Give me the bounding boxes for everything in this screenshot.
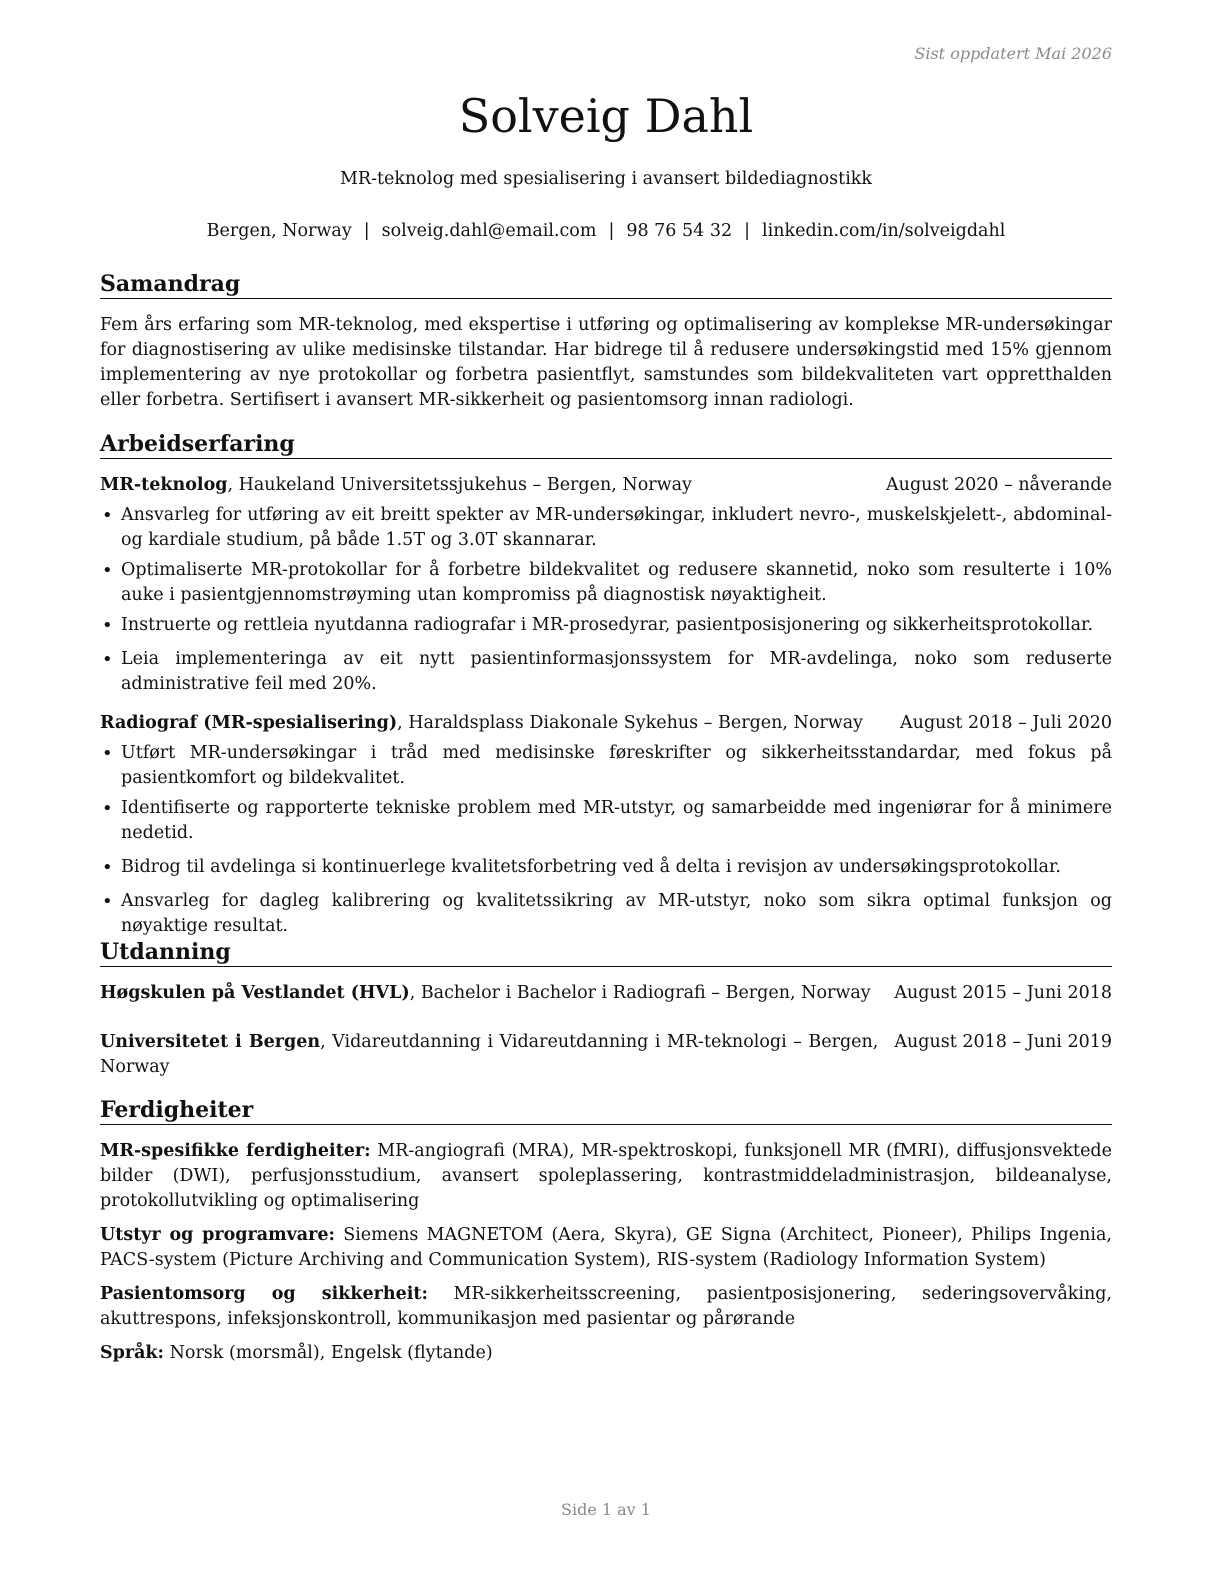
education-detail: , Vidareutdanning i Vidareutdanning i MR-teknologi – Bergen, Norway	[100, 1032, 879, 1077]
skill-text: MR-sikkerheitsscreening, pasientposisjonering, sederingsovervåking, akuttrespons, infeksjonskontroll, kommunikasjon med pasientar og pårørande	[100, 1284, 1112, 1329]
education-school: Universitetet i Bergen	[100, 1032, 321, 1052]
job-header	[100, 473, 1112, 498]
resume-page	[100, 0, 1112, 1584]
job-entry	[100, 473, 1112, 697]
tagline: MR-teknolog med spesialisering i avansert bildediagnostikk	[340, 169, 872, 189]
skill-text: Norsk (morsmål), Engelsk (flytande)	[164, 1343, 493, 1363]
job-bullet: • Bidrog til avdelinga si kontinuerlege kvalitetsforbetring ved å delta i revisjon av undersøkingsprotokollar.	[100, 855, 1112, 880]
job-employer: , Haraldsplass Diakonale Sykehus – Bergen, Norway	[397, 713, 864, 733]
contact-separator: |	[363, 221, 370, 241]
job-bullet: • Identifiserte og rapporterte tekniske problem med MR-utstyr, og samarbeidde med ingeniørar for å minimere nedetid.	[100, 796, 1112, 846]
education-line	[100, 981, 894, 1006]
job-bullets	[100, 503, 1112, 697]
job-title-line	[100, 711, 900, 736]
job-bullets	[100, 741, 1112, 939]
job-bullet: • Instruerte og rettleia nyutdanna radiografar i MR-prosedyrar, pasientposisjonering og sikkerheitsprotokollar.	[100, 613, 1112, 638]
job-role: MR-teknolog	[100, 475, 228, 495]
education-title: Utdanning	[100, 938, 1112, 967]
contact-location: Bergen, Norway	[206, 221, 352, 241]
page-number: Side 1 av 1	[561, 1500, 651, 1519]
skill-label: Utstyr og programvare:	[100, 1225, 335, 1245]
job-bullet: • Ansvarleg for dagleg kalibrering og kvalitetssikring av MR-utstyr, noko som sikra optimal funksjon og nøyaktige resultat.	[100, 889, 1112, 939]
job-dates: August 2020 – nåverande	[886, 475, 1112, 495]
candidate-name: Solveig Dahl	[458, 89, 754, 143]
skill-label: MR-spesifikke ferdigheiter:	[100, 1141, 371, 1161]
job-entry	[100, 711, 1112, 939]
job-header	[100, 711, 1112, 736]
experience-section	[100, 430, 1112, 939]
contact-phone: 98 76 54 32	[626, 221, 733, 241]
job-employer: , Haukeland Universitetssjukehus – Bergen, Norway	[227, 475, 692, 495]
job-role: Radiograf (MR-spesialisering)	[100, 713, 398, 733]
skills-section	[100, 1096, 1112, 1366]
skill-text: MR-angiografi (MRA), MR-spektroskopi, funksjonell MR (fMRI), diffusjonsvektede bilder (DWI), perfusjonsstudium, avansert spoleplassering, kontrastmiddeladministrasjon, bildeanalyse, protokollutvikling og optimalisering	[100, 1141, 1112, 1211]
summary-title: Samandrag	[100, 270, 1112, 299]
job-bullet: • Utført MR-undersøkingar i tråd med medisinske føreskrifter og sikkerheitsstandardar, med fokus på pasientkomfort og bildekvalitet.	[100, 741, 1112, 791]
contact-email[interactable]: solveig.dahl@email.com	[381, 221, 597, 241]
education-line	[100, 1030, 894, 1080]
skill-text: Siemens MAGNETOM (Aera, Skyra), GE Signa (Architect, Pioneer), Philips Ingenia, PACS-system (Picture Archiving and Communication System), RIS-system (Radiology Information System)	[100, 1225, 1112, 1270]
education-dates: August 2018 – Juni 2019	[894, 1032, 1112, 1052]
summary-text: Fem års erfaring som MR-teknolog, med ekspertise i utføring og optimalisering av komplekse MR-undersøkingar for diagnostisering av ulike medisinske tilstandar. Har bidrege til å redusere undersøkingstid med 15% gjennom implementering av nye protokollar og forbetra pasientflyt, samstundes som bildekvaliteten vart oppretthalden eller forbetra. Sertifisert i avansert MR-sikkerheit og pasientomsorg innan radiologi.	[100, 315, 1112, 410]
education-school: Høgskulen på Vestlandet (HVL)	[100, 983, 410, 1003]
contact-separator: |	[744, 221, 751, 241]
job-bullet: • Optimaliserte MR-protokollar for å forbetre bildekvalitet og redusere skannetid, noko som resulterte i 10% auke i pasientgjennomstrøyming utan kompromiss på diagnostisk nøyaktigheit.	[100, 558, 1112, 608]
last-updated: Sist oppdatert Mai 2026	[914, 44, 1112, 63]
education-section	[100, 938, 1112, 1080]
job-bullet: • Leia implementeringa av eit nytt pasientinformasjonssystem for MR-avdelinga, noko som reduserte administrative feil med 20%.	[100, 647, 1112, 697]
summary-section	[100, 270, 1112, 413]
job-dates: August 2018 – Juli 2020	[900, 713, 1112, 733]
skills-title: Ferdigheiter	[100, 1096, 1112, 1125]
skill-group	[100, 1282, 1112, 1332]
experience-title: Arbeidserfaring	[100, 430, 1112, 459]
skill-group	[100, 1223, 1112, 1273]
skill-label: Pasientomsorg og sikkerheit:	[100, 1284, 428, 1304]
skill-label: Språk:	[100, 1343, 165, 1363]
skill-group	[100, 1139, 1112, 1214]
education-detail: , Bachelor i Bachelor i Radiografi – Bergen, Norway	[409, 983, 871, 1003]
contact-line	[100, 218, 1112, 244]
job-bullet: • Ansvarleg for utføring av eit breitt spekter av MR-undersøkingar, inkludert nevro-, muskelskjelett-, abdominal- og kardiale studium, på både 1.5T og 3.0T skannarar.	[100, 503, 1112, 553]
job-title-line	[100, 473, 886, 498]
education-entry	[100, 1030, 1112, 1080]
skill-group	[100, 1341, 1112, 1366]
contact-separator: |	[608, 221, 615, 241]
contact-linkedin[interactable]: linkedin.com/in/solveigdahl	[762, 221, 1006, 241]
education-entry	[100, 981, 1112, 1006]
education-dates: August 2015 – Juni 2018	[894, 983, 1112, 1003]
